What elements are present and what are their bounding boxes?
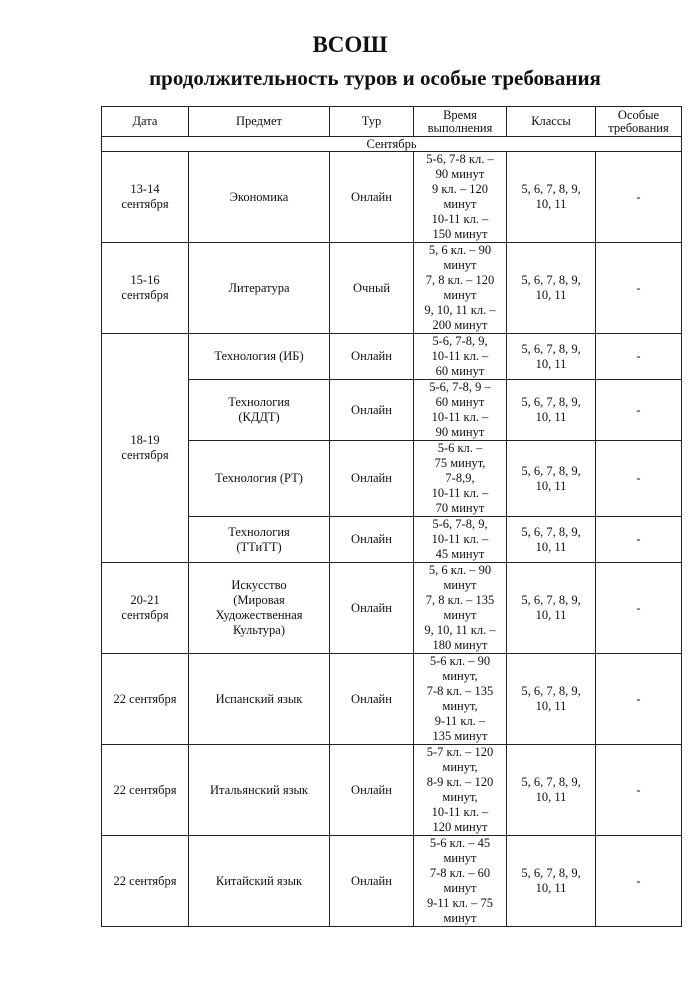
subject-cell-line: Итальянский язык (210, 782, 308, 797)
subject-cell (189, 243, 330, 334)
header-tour: Тур (330, 107, 414, 137)
time-cell-line: минут (443, 197, 477, 211)
time-cell-line: 5-6, 7-8, 9, (432, 334, 488, 348)
date-cell (102, 836, 189, 927)
date-cell-line: сентября (121, 448, 169, 462)
table-row (102, 243, 682, 334)
requirements-cell: - (596, 836, 682, 927)
tour-cell: Онлайн (330, 563, 414, 654)
grades-cell-line: 10, 11 (535, 410, 567, 424)
time-cell-line: минут (443, 851, 477, 865)
subject-cell-line: Художественная (215, 608, 303, 622)
time-cell-line: 9 кл. – 120 (431, 182, 489, 196)
time-cell-line: 7, 8 кл. – 135 (425, 593, 495, 607)
header-requirements (596, 107, 682, 137)
time-cell-line: 45 минут (435, 547, 485, 561)
time-cell-line: 5-6 кл. – 45 (429, 836, 491, 850)
grades-cell-line: 5, 6, 7, 8, 9, (521, 182, 581, 196)
subject-cell-line: (КДДТ) (238, 410, 280, 424)
time-cell (414, 243, 507, 334)
subject-cell (189, 836, 330, 927)
time-cell (414, 334, 507, 380)
time-cell-line: 5, 6 кл. – 90 (428, 563, 492, 577)
tour-cell: Онлайн (330, 441, 414, 517)
date-cell-line: 15-16 (130, 273, 160, 287)
time-cell-line: 90 минут (435, 167, 485, 181)
time-cell-line: 120 минут (432, 820, 488, 834)
grades-cell (507, 243, 596, 334)
date-cell-line: сентября (121, 197, 169, 211)
tour-cell: Онлайн (330, 745, 414, 836)
time-cell-line: минут, (442, 699, 478, 713)
requirements-cell: - (596, 152, 682, 243)
grades-cell (507, 654, 596, 745)
table-row (102, 836, 682, 927)
subject-cell-line: Культура) (232, 623, 286, 637)
header-req-line: Особые (617, 107, 660, 122)
subject-cell (189, 380, 330, 441)
time-cell-line: 5-7 кл. – 120 (426, 745, 494, 759)
time-cell-line: 7-8,9, (445, 471, 475, 485)
subject-cell (189, 441, 330, 517)
table-row (102, 334, 682, 380)
time-cell-line: минут, (442, 790, 478, 804)
time-cell-line: 10-11 кл. – (431, 532, 489, 546)
subject-cell (189, 654, 330, 745)
subject-cell-line: Экономика (229, 189, 289, 204)
grades-cell (507, 836, 596, 927)
date-cell-line: 20-21 (130, 593, 160, 607)
grades-cell-line: 5, 6, 7, 8, 9, (521, 593, 581, 607)
requirements-cell: - (596, 517, 682, 563)
requirements-cell: - (596, 745, 682, 836)
tour-cell: Онлайн (330, 334, 414, 380)
time-cell (414, 441, 507, 517)
time-cell (414, 654, 507, 745)
table-row (102, 517, 682, 563)
grades-cell-line: 5, 6, 7, 8, 9, (521, 866, 581, 880)
time-cell-line: 5-6, 7-8, 9 – (429, 380, 491, 394)
requirements-cell: - (596, 380, 682, 441)
month-label: Сентябрь (102, 137, 682, 152)
table-row (102, 654, 682, 745)
time-cell (414, 152, 507, 243)
grades-cell (507, 334, 596, 380)
subject-cell (189, 334, 330, 380)
subject-cell-line: Технология (228, 524, 290, 539)
time-cell-line: минут (443, 288, 477, 302)
time-cell-line: 180 минут (432, 638, 488, 652)
time-cell-line: минут, (442, 760, 478, 774)
tour-cell: Онлайн (330, 517, 414, 563)
subject-cell-line: Испанский язык (215, 691, 303, 706)
date-cell (102, 563, 189, 654)
time-cell-line: 5, 6 кл. – 90 (428, 243, 492, 257)
subject-cell (189, 152, 330, 243)
date-cell (102, 152, 189, 243)
date-cell-line: 18-19 (130, 433, 160, 447)
time-cell-line: 9-11 кл. – (434, 714, 486, 728)
time-cell-line: 60 минут (435, 395, 485, 409)
grades-cell (507, 441, 596, 517)
header-time-line: выполнения (427, 120, 493, 135)
time-cell-line: 9, 10, 11 кл. – (424, 623, 496, 637)
time-cell-line: минут (443, 608, 477, 622)
grades-cell-line: 10, 11 (535, 881, 567, 895)
time-cell-line: 10-11 кл. – (431, 212, 489, 226)
header-grades: Классы (507, 107, 596, 137)
time-cell-line: 5-6, 7-8, 9, (432, 517, 488, 531)
time-cell-line: 5-6, 7-8 кл. – (426, 152, 494, 166)
date-cell-line: сентября (121, 288, 169, 302)
subject-cell (189, 563, 330, 654)
time-cell (414, 563, 507, 654)
grades-cell (507, 152, 596, 243)
requirements-cell: - (596, 334, 682, 380)
time-cell-line: 70 минут (435, 501, 485, 515)
table-row (102, 441, 682, 517)
date-cell-line: 13-14 (130, 182, 160, 196)
page-subtitle: продолжительность туров и особые требования (149, 66, 601, 90)
date-cell-line: 22 сентября (113, 691, 177, 706)
time-cell-line: 5-6 кл. – 90 (429, 654, 491, 668)
requirements-cell: - (596, 563, 682, 654)
grades-cell-line: 5, 6, 7, 8, 9, (521, 341, 581, 356)
date-cell-line: 22 сентября (113, 873, 177, 888)
time-cell-line: 200 минут (432, 318, 488, 332)
time-cell-line: 7-8 кл. – 135 (426, 684, 494, 698)
grades-cell-line: 5, 6, 7, 8, 9, (521, 684, 581, 698)
time-cell-line: 5-6 кл. – (437, 441, 483, 455)
time-cell-line: 7, 8 кл. – 120 (425, 273, 495, 287)
grades-cell-line: 10, 11 (535, 608, 567, 622)
date-cell-line: 22 сентября (113, 782, 177, 797)
grades-cell (507, 563, 596, 654)
subject-cell-line: Технология (228, 395, 290, 409)
time-cell-line: минут (443, 258, 477, 272)
tour-cell: Онлайн (330, 152, 414, 243)
table-row (102, 563, 682, 654)
time-cell (414, 745, 507, 836)
header-subject: Предмет (189, 107, 330, 137)
time-cell-line: 9-11 кл. – 75 (426, 896, 493, 910)
time-cell-line: 60 минут (435, 364, 485, 378)
grades-cell-line: 10, 11 (535, 288, 567, 302)
grades-cell-line: 10, 11 (535, 197, 567, 211)
date-cell-line: сентября (121, 608, 169, 622)
grades-cell-line: 10, 11 (535, 539, 567, 554)
grades-cell (507, 517, 596, 563)
tour-cell: Очный (330, 243, 414, 334)
time-cell-line: 7-8 кл. – 60 (429, 866, 491, 880)
time-cell (414, 380, 507, 441)
time-cell-line: 9, 10, 11 кл. – (424, 303, 496, 317)
header-req-line: требования (608, 120, 669, 135)
header-time-line: Время (443, 107, 477, 122)
requirements-cell: - (596, 654, 682, 745)
subject-cell-line: Искусство (231, 578, 287, 592)
grades-cell-line: 5, 6, 7, 8, 9, (521, 273, 581, 287)
subject-cell (189, 517, 330, 563)
subject-cell-line: (Мировая (233, 593, 285, 607)
table-row (102, 380, 682, 441)
grades-cell-line: 5, 6, 7, 8, 9, (521, 463, 581, 478)
subject-cell-line: Китайский язык (215, 873, 303, 888)
time-cell-line: минут (443, 578, 477, 592)
time-cell-line: 10-11 кл. – (431, 805, 489, 819)
page-title: ВСОШ (312, 32, 388, 57)
header-row (102, 107, 682, 137)
date-cell (102, 334, 189, 563)
time-cell-line: 10-11 кл. – (431, 349, 489, 363)
table-row (102, 745, 682, 836)
time-cell-line: минут (443, 911, 477, 925)
grades-cell (507, 380, 596, 441)
time-cell-line: 10-11 кл. – (431, 410, 489, 424)
month-row (102, 137, 682, 152)
time-cell-line: минут, (442, 669, 478, 683)
schedule-table (101, 106, 682, 927)
tour-cell: Онлайн (330, 654, 414, 745)
table-row (102, 152, 682, 243)
time-cell-line: 150 минут (432, 227, 488, 241)
grades-cell-line: 10, 11 (535, 478, 567, 493)
tour-cell: Онлайн (330, 836, 414, 927)
time-cell-line: 8-9 кл. – 120 (426, 775, 494, 789)
grades-cell-line: 10, 11 (535, 699, 567, 713)
subject-cell (189, 745, 330, 836)
time-cell-line: 90 минут (435, 425, 485, 439)
grades-cell-line: 10, 11 (535, 356, 567, 371)
grades-cell-line: 5, 6, 7, 8, 9, (521, 775, 581, 789)
requirements-cell: - (596, 243, 682, 334)
time-cell (414, 836, 507, 927)
date-cell (102, 654, 189, 745)
time-cell-line: 135 минут (432, 729, 488, 743)
header-date: Дата (102, 107, 189, 137)
time-cell-line: 10-11 кл. – (431, 486, 489, 500)
subject-cell-line: (ТТиТТ) (236, 539, 282, 554)
tour-cell: Онлайн (330, 380, 414, 441)
schedule-body (102, 137, 682, 927)
grades-cell (507, 745, 596, 836)
time-cell-line: 75 минут, (434, 456, 486, 470)
grades-cell-line: 10, 11 (535, 790, 567, 804)
requirements-cell: - (596, 441, 682, 517)
grades-cell-line: 5, 6, 7, 8, 9, (521, 524, 581, 539)
date-cell (102, 243, 189, 334)
time-cell-line: минут (443, 881, 477, 895)
grades-cell-line: 5, 6, 7, 8, 9, (521, 395, 581, 409)
time-cell (414, 517, 507, 563)
subject-cell-line: Литература (228, 280, 290, 295)
subject-cell-line: Технология (ИБ) (214, 349, 304, 363)
header-time (414, 107, 507, 137)
date-cell (102, 745, 189, 836)
subject-cell-line: Технология (РТ) (215, 471, 303, 485)
